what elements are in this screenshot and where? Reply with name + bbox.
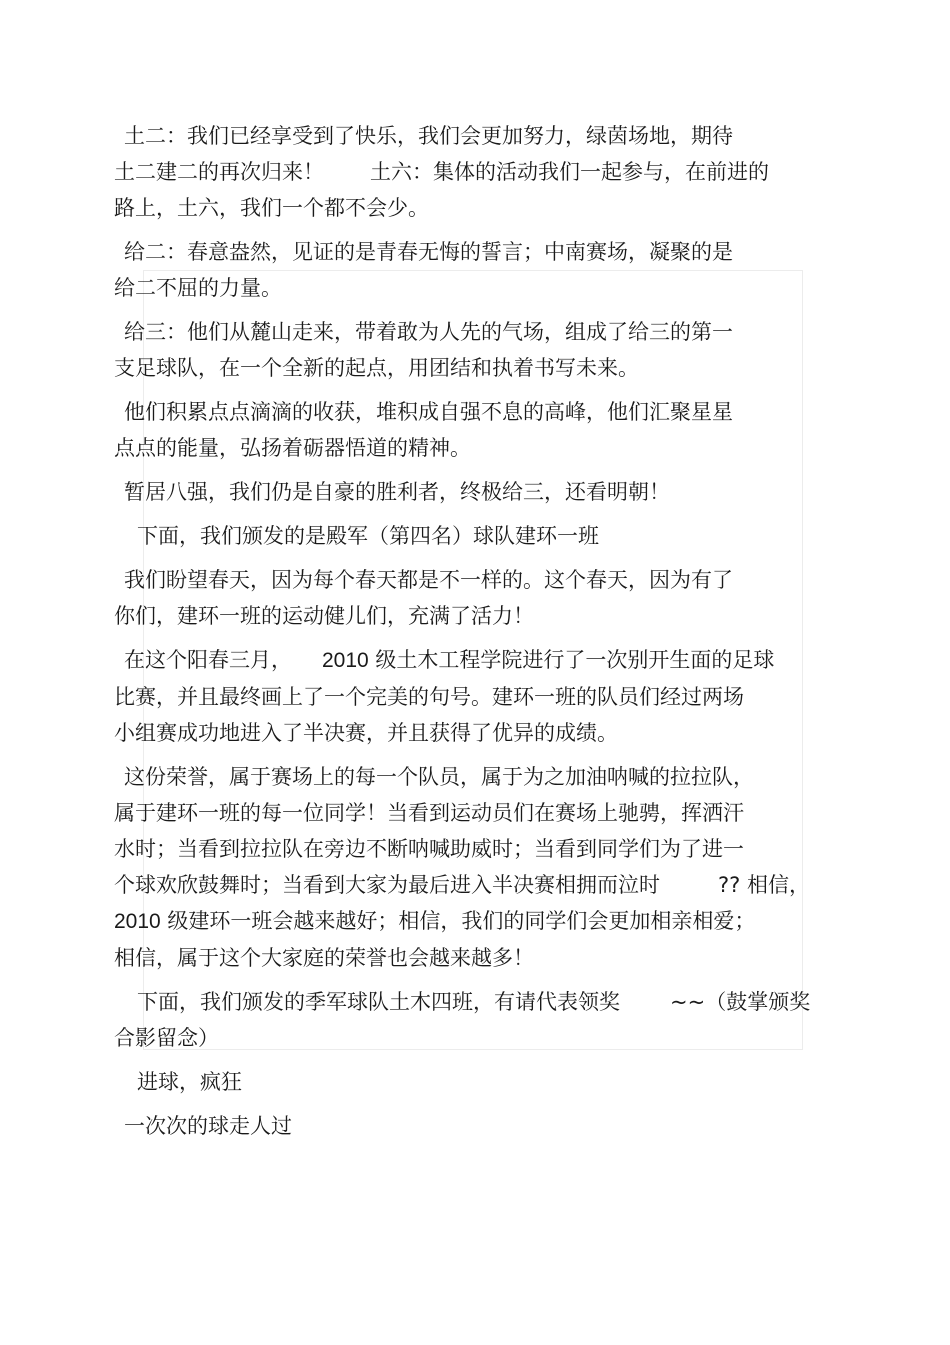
text-segment: ?? 相信， [718,873,810,897]
text-line: 土二：我们已经享受到了快乐，我们会更加努力，绿茵场地，期待 [124,124,733,148]
text-line: 属于建环一班的每一位同学！当看到运动员们在赛场上驰骋，挥洒汗 [114,801,744,825]
paragraph-rongyu [114,759,834,976]
text-line [114,867,834,903]
paragraph-jinqiu [114,1064,834,1100]
paragraph-geier [114,234,834,306]
text-line: 合影留念） [114,1026,219,1050]
year-number: 2010 [114,910,161,933]
text-segment: 个球欢欣鼓舞时；当看到大家为最后进入半决赛相拥而泣时 [114,873,660,897]
text-line: 给二不屈的力量。 [114,276,282,300]
text-line: 相信，属于这个大家庭的荣誉也会越来越多！ [114,946,534,970]
paragraph-yicici [114,1108,834,1144]
paragraph-jijun [114,984,834,1056]
text-segment: ~~（鼓掌颁奖 [670,990,811,1014]
paragraph-zanju [114,474,834,510]
text-segment: 级土木工程学院进行了一次别开生面的足球 [375,648,775,672]
text-line: 路上，土六，我们一个都不会少。 [114,196,429,220]
text-line: 小组赛成功地进入了半决赛，并且获得了优异的成绩。 [114,721,618,745]
text-line: 进球，疯狂 [137,1070,242,1094]
paragraph-panwang [114,562,834,634]
paragraph-geisan [114,314,834,386]
paragraph-dianjun [114,518,834,554]
text-segment: 级建环一班会越来越好；相信，我们的同学们会更加相亲相爱； [167,909,756,933]
text-line: 下面，我们颁发的是殿军（第四名）球队建环一班 [137,524,599,548]
paragraph-jilei [114,394,834,466]
text-line: 你们，建环一班的运动健儿们，充满了活力！ [114,604,534,628]
text-segment: 土六：集体的活动我们一起参与，在前进的 [370,160,769,184]
text-line: 这份荣誉，属于赛场上的每一个队员，属于为之加油呐喊的拉拉队， [124,765,754,789]
text-line [114,903,834,940]
paragraph-yangchun [114,642,834,751]
text-line [114,642,834,679]
text-line: 比赛，并且最终画上了一个完美的句号。建环一班的队员们经过两场 [114,685,744,709]
text-line: 点点的能量，弘扬着砺器悟道的精神。 [114,436,471,460]
text-line [114,984,834,1020]
text-segment: 在这个阳春三月， [124,648,292,672]
text-line: 给二：春意盎然，见证的是青春无悔的誓言；中南赛场，凝聚的是 [124,240,733,264]
paragraph-tuer [114,118,834,226]
text-segment: 土二建二的再次归来！ [114,160,324,184]
text-segment: 下面，我们颁发的季军球队土木四班，有请代表领奖 [137,990,620,1014]
text-line: 支足球队，在一个全新的起点，用团结和执着书写未来。 [114,356,639,380]
text-line: 一次次的球走人过 [124,1114,292,1138]
text-line: 他们积累点点滴滴的收获，堆积成自强不息的高峰，他们汇聚星星 [124,400,733,424]
text-line: 我们盼望春天，因为每个春天都是不一样的。这个春天，因为有了 [124,568,733,592]
text-line: 水时；当看到拉拉队在旁边不断呐喊助威时；当看到同学们为了进一 [114,837,744,861]
year-number: 2010 [322,649,369,672]
text-line: 给三：他们从麓山走来，带着敢为人先的气场，组成了给三的第一 [124,320,733,344]
text-line: 暂居八强，我们仍是自豪的胜利者，终极给三，还看明朝！ [124,480,670,504]
document-body [114,118,834,1152]
text-line [114,154,834,190]
